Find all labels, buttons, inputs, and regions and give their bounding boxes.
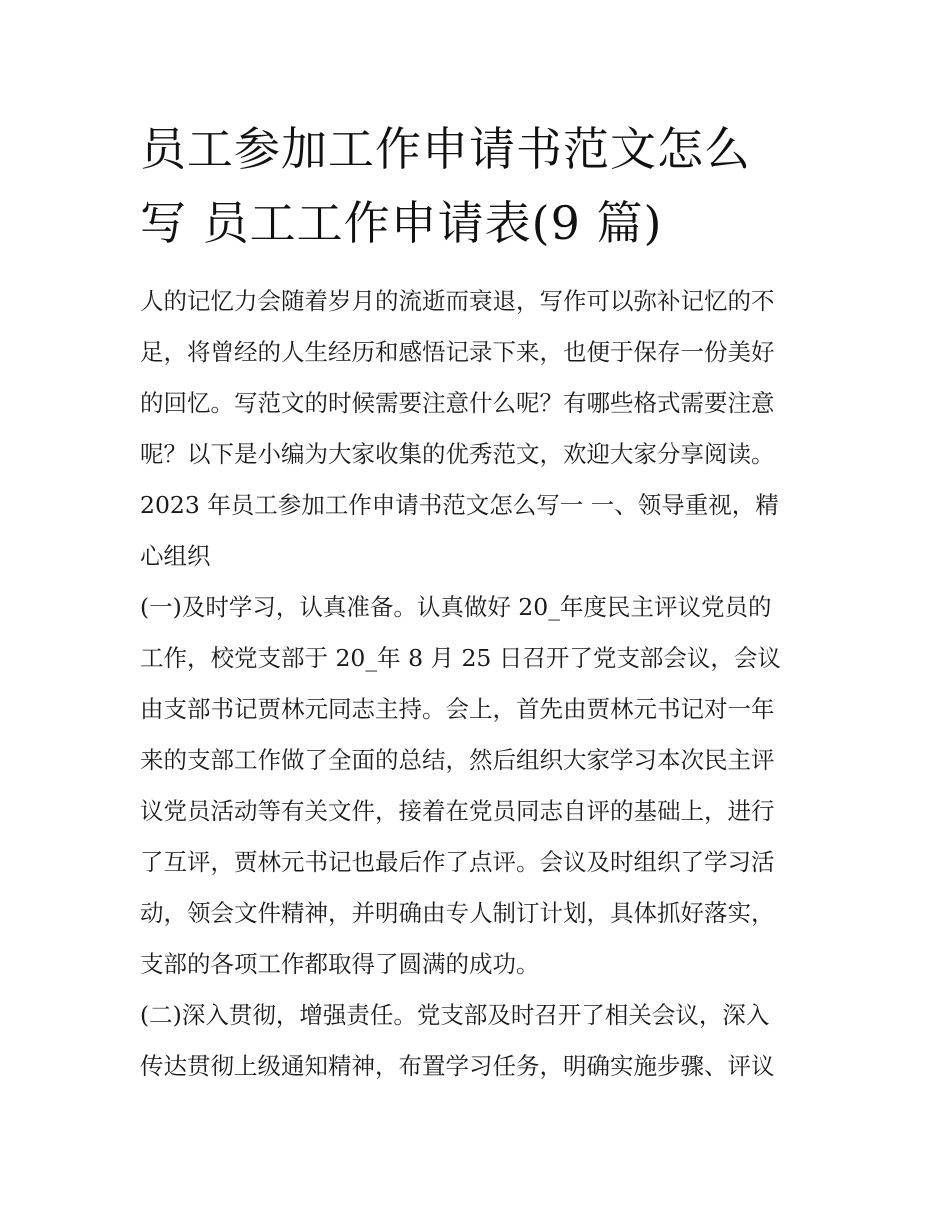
document-body [140,276,830,1092]
body-line: (一)及时学习，认真准备。认真做好 20_年度民主评议党员的 [140,593,772,621]
body-line: 来的支部工作做了全面的总结，然后组织大家学习本次民主评 [140,746,775,774]
body-line: 2023 年员工参加工作申请书范文怎么写一 一、领导重视，精 [140,491,779,519]
body-line: 人的记忆力会随着岁月的流逝而衰退，写作可以弥补记忆的不 [140,287,775,315]
document-title [140,112,840,260]
body-line: 议党员活动等有关文件，接着在党员同志自评的基础上，进行 [140,797,775,825]
body-line: 足，将曾经的人生经历和感悟记录下来，也便于保存一份美好 [140,338,775,366]
body-line: 由支部书记贾林元同志主持。会上，首先由贾林元书记对一年 [140,695,775,723]
body-line: 传达贯彻上级通知精神，布置学习任务，明确实施步骤、评议 [140,1052,775,1080]
body-line: 了互评，贾林元书记也最后作了点评。会议及时组织了学习活 [140,848,775,876]
body-line: 动，领会文件精神，并明确由专人制订计划，具体抓好落实， [140,899,775,927]
body-line: 工作，校党支部于 20_年 8 月 25 日召开了党支部会议，会议 [140,644,781,672]
title-line: 写 员工工作申请表(9 篇) [140,196,663,250]
title-line: 员工参加工作申请书范文怎么 [140,122,751,176]
body-line: 心组织 [140,542,211,570]
body-line: (二)深入贯彻，增强责任。党支部及时召开了相关会议，深入 [140,1001,770,1029]
body-line: 支部的各项工作都取得了圆满的成功。 [140,950,540,978]
body-line: 呢？以下是小编为大家收集的优秀范文，欢迎大家分享阅读。 [140,440,775,468]
body-line: 的回忆。写范文的时候需要注意什么呢？有哪些格式需要注意 [140,389,775,417]
